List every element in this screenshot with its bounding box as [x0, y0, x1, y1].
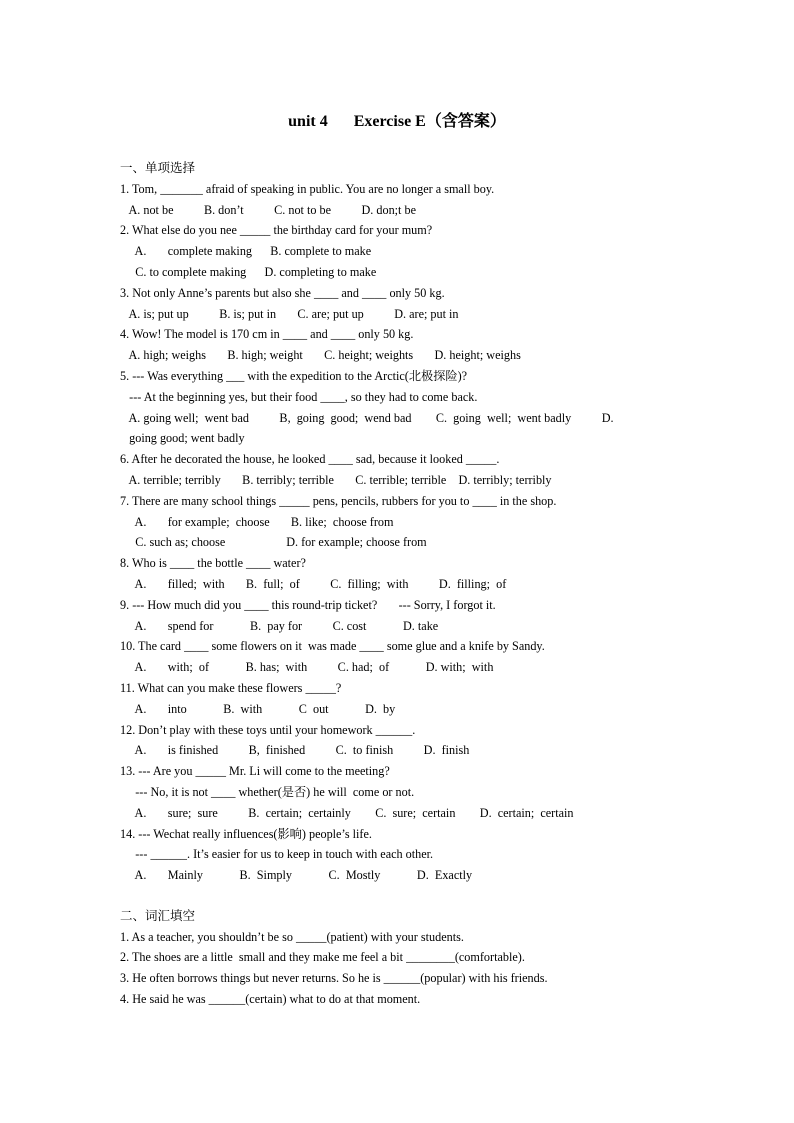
question-line: A. spend for B. pay for C. cost D. take — [120, 618, 439, 633]
question-line: A. high; weighs B. high; weight C. height; weights D. height; weighs — [120, 348, 521, 363]
question-line: A. is finished B, finished C. to finish D. finish — [120, 743, 470, 758]
vocabulary-questions — [120, 927, 680, 1010]
question-line: A. filled; with B. full; of C. filling; with D. filling; of — [120, 576, 507, 591]
question-line: A. with; of B. has; with C. had; of D. with; with — [120, 660, 494, 675]
title-exercise: Exercise E（含答案） — [353, 113, 506, 130]
question-line: 11. What can you make these flowers _____? — [120, 680, 342, 695]
section-heading-multiple-choice: 一、单项选择 — [120, 160, 196, 175]
vocabulary-line: 2. The shoes are a little small and they make me feel a bit ________(comfortable). — [120, 950, 525, 965]
question-line: C. such as; choose D. for example; choose from — [120, 535, 427, 550]
question-line: 9. --- How much did you ____ this round-trip ticket? --- Sorry, I forgot it. — [120, 597, 496, 612]
question-line: A. terrible; terribly B. terribly; terrible C. terrible; terrible D. terribly; terribly — [120, 472, 552, 487]
question-line: 2. What else do you nee _____ the birthday card for your mum? — [120, 223, 433, 238]
question-line: A. sure; sure B. certain; certainly C. sure; certain D. certain; certain — [120, 805, 574, 820]
question-line: 10. The card ____ some flowers on it was made ____ some glue and a knife by Sandy. — [120, 639, 545, 654]
question-line: A. is; put up B. is; put in C. are; put up D. are; put in — [120, 306, 459, 321]
multiple-choice-questions — [120, 179, 680, 886]
question-line: going good; went badly — [120, 431, 245, 446]
question-line: --- No, it is not ____ whether(是否) he will come or not. — [120, 784, 415, 799]
question-line: 4. Wow! The model is 170 cm in ____ and ____ only 50 kg. — [120, 327, 414, 342]
question-line: A. into B. with C out D. by — [120, 701, 396, 716]
question-line: A. not be B. don’t C. not to be D. don;t be — [120, 202, 416, 217]
question-line: --- At the beginning yes, but their food ____, so they had to come back. — [120, 389, 478, 404]
question-line: C. to complete making D. completing to make — [120, 264, 377, 279]
question-line: A. for example; choose B. like; choose from — [120, 514, 394, 529]
vocabulary-line: 1. As a teacher, you shouldn’t be so _____(patient) with your students. — [120, 929, 464, 944]
question-line: 8. Who is ____ the bottle ____ water? — [120, 556, 306, 571]
question-line: 12. Don’t play with these toys until your homework ______. — [120, 722, 416, 737]
question-line: A. going well; went bad B, going good; wend bad C. going well; went badly D. — [120, 410, 614, 425]
title-unit: unit 4 — [288, 113, 328, 130]
question-line: A. Mainly B. Simply C. Mostly D. Exactly — [120, 868, 473, 883]
question-line: --- ______. It’s easier for us to keep in touch with each other. — [120, 847, 434, 862]
document-title — [0, 108, 794, 131]
question-line: A. complete making B. complete to make — [120, 244, 372, 259]
section-heading-vocabulary: 二、词汇填空 — [120, 907, 196, 923]
question-line: 6. After he decorated the house, he looked ____ sad, because it looked _____. — [120, 452, 500, 467]
question-line: 5. --- Was everything ___ with the expedition to the Arctic(北极探险)? — [120, 368, 468, 383]
question-line: 3. Not only Anne’s parents but also she ____ and ____ only 50 kg. — [120, 285, 445, 300]
question-line: 1. Tom, _______ afraid of speaking in public. You are no longer a small boy. — [120, 181, 495, 196]
question-line: 14. --- Wechat really influences(影响) people’s life. — [120, 826, 372, 841]
section-gap — [120, 886, 680, 906]
vocabulary-line: 3. He often borrows things but never returns. So he is ______(popular) with his friends. — [120, 971, 548, 986]
question-line: 7. There are many school things _____ pens, pencils, rubbers for you to ____ in the shop. — [120, 493, 557, 508]
vocabulary-line: 4. He said he was ______(certain) what to do at that moment. — [120, 992, 421, 1007]
question-line: 13. --- Are you _____ Mr. Li will come to the meeting? — [120, 764, 390, 779]
document-body — [120, 158, 680, 1010]
